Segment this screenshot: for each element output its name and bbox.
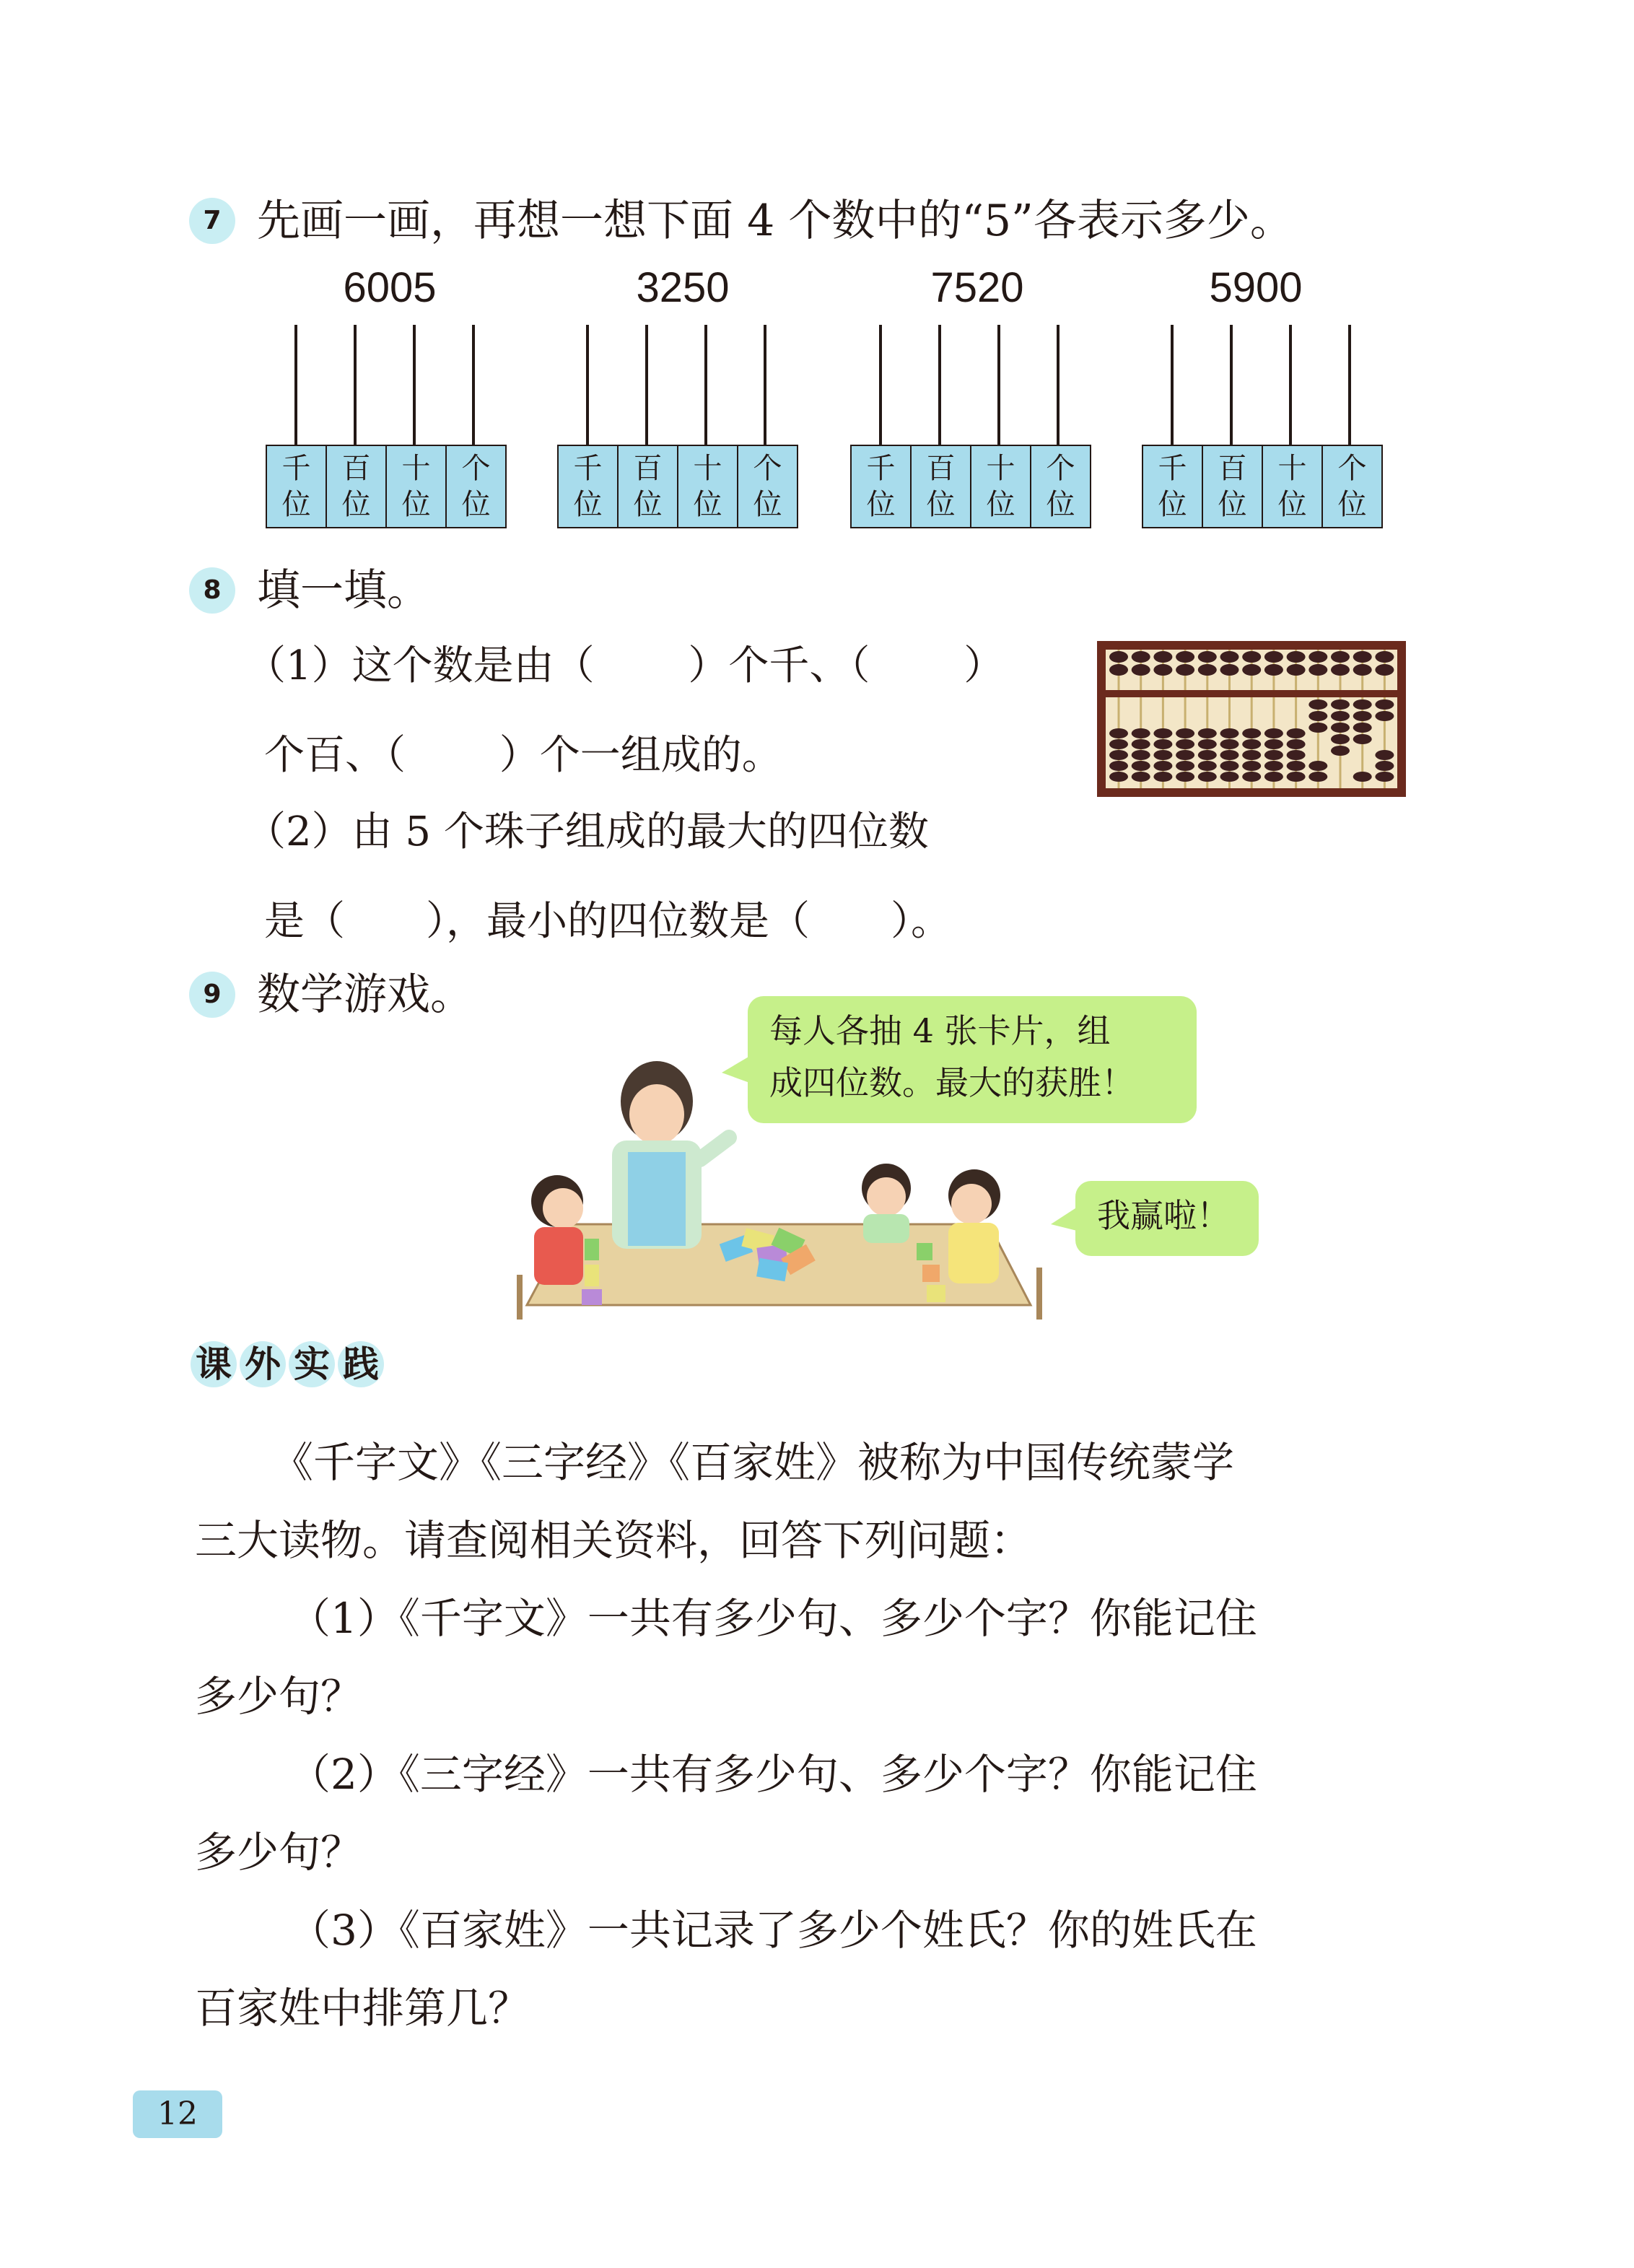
abacus-bead — [1109, 750, 1128, 760]
abacus-illustration — [1097, 641, 1406, 797]
abacus-bead — [1198, 651, 1217, 663]
question-8-part-2-line-2: 是（ ），最小的四位数是（ ）。 — [264, 898, 951, 945]
abacus-bead — [1109, 664, 1128, 676]
abacus-bead — [1109, 739, 1128, 749]
abacus-bead — [1198, 664, 1217, 676]
section-question-2-line: 多少句？ — [195, 1828, 363, 1877]
abacus-bead — [1220, 728, 1239, 738]
abacus-bead — [1264, 651, 1283, 663]
section-title-badge — [191, 1341, 387, 1397]
question-8-part-2-line-1: （2）由 5 个珠子组成的最大的四位数 — [245, 808, 929, 855]
section-question-3-line: （3）《百家姓》一共记录了多少个姓氏？你的姓氏在 — [289, 1906, 1257, 1955]
teacher-figure — [612, 1061, 729, 1249]
question-number-7: 7 — [189, 198, 235, 244]
abacus-bead — [1176, 739, 1194, 749]
abacus-bead — [1132, 664, 1150, 676]
abacus-bead — [1132, 750, 1150, 760]
section-question-2-line: （2）《三字经》一共有多少句、多少个字？你能记住 — [289, 1750, 1257, 1799]
abacus-bead — [1132, 761, 1150, 771]
abacus-bead — [1331, 651, 1350, 663]
abacus-bead — [1132, 739, 1150, 749]
abacus-bead — [1353, 734, 1372, 744]
abacus-bead — [1132, 772, 1150, 782]
math-game-illustration — [512, 1051, 1061, 1320]
section-title-char: 践 — [338, 1341, 384, 1387]
abacus-bead — [1153, 728, 1172, 738]
abacus-bead — [1198, 750, 1217, 760]
abacus-bead — [1331, 664, 1350, 676]
abacus-bead — [1198, 728, 1217, 738]
place-cell-ones: 个 位 — [461, 452, 491, 521]
abacus-bead — [1287, 739, 1306, 749]
abacus-bead — [1287, 772, 1306, 782]
abacus-bead — [1375, 699, 1394, 710]
abacus-bead — [1264, 728, 1283, 738]
abacus-bead — [1375, 711, 1394, 721]
section-paragraph-line: 三大读物。请查阅相关资料，回答下列问题： — [195, 1516, 1033, 1565]
question-7-title: 先画一画，再想一想下面 4 个数中的“5”各表示多少。 — [257, 196, 1293, 246]
child-right-figure — [948, 1169, 1000, 1283]
question-9-title: 数学游戏。 — [257, 969, 473, 1020]
section-title-char: 实 — [289, 1341, 335, 1387]
abacus-bead — [1353, 699, 1372, 710]
place-cell-thousands: 千 位 — [852, 446, 912, 527]
abacus-bead — [1264, 772, 1283, 782]
abacus-bead — [1176, 772, 1194, 782]
abacus-bead — [1331, 734, 1350, 744]
abacus-bead — [1375, 651, 1394, 663]
abacus-bead — [1220, 651, 1239, 663]
place-cell-ones: 个 位 — [1046, 452, 1075, 521]
abacus-bead — [1153, 664, 1172, 676]
abacus-bead — [1308, 772, 1327, 782]
child-center-figure — [862, 1164, 911, 1243]
abacus-bead — [1242, 761, 1261, 771]
abacus-bead — [1264, 761, 1283, 771]
abacus-beam — [1106, 690, 1397, 697]
abacus-bead — [1109, 728, 1128, 738]
child-left-figure — [531, 1175, 583, 1285]
abacus-bead — [1176, 761, 1194, 771]
abacus-bead — [1220, 739, 1239, 749]
abacus-bead — [1220, 772, 1239, 782]
number-label: 5900 — [1209, 264, 1303, 311]
bubble-line: 我赢啦！ — [1097, 1196, 1230, 1235]
abacus-bead — [1242, 664, 1261, 676]
abacus-bead — [1176, 750, 1194, 760]
abacus-bead — [1153, 750, 1172, 760]
section-title-char: 课 — [191, 1341, 237, 1387]
abacus-bead — [1308, 699, 1327, 710]
place-cell-ones: 个 位 — [753, 452, 782, 521]
bubble-line: 每人各抽 4 张卡片，组 — [769, 1011, 1111, 1050]
abacus-bead — [1176, 728, 1194, 738]
abacus-bead — [1220, 664, 1239, 676]
abacus-bead — [1176, 664, 1194, 676]
abacus-bead — [1308, 723, 1327, 733]
section-title-char: 外 — [240, 1341, 286, 1387]
abacus-bead — [1287, 761, 1306, 771]
abacus-bead — [1242, 772, 1261, 782]
abacus-bead — [1132, 728, 1150, 738]
abacus-bead — [1287, 651, 1306, 663]
abacus-bead — [1153, 739, 1172, 749]
abacus-bead — [1242, 739, 1261, 749]
number-label: 7520 — [930, 264, 1024, 311]
abacus-bead — [1375, 772, 1394, 782]
abacus-bead — [1109, 772, 1128, 782]
abacus-bead — [1353, 651, 1372, 663]
abacus-bead — [1198, 772, 1217, 782]
abacus-bead — [1242, 750, 1261, 760]
abacus-bead — [1375, 664, 1394, 676]
abacus-bead — [1153, 651, 1172, 663]
question-number-9: 9 — [189, 972, 235, 1018]
abacus-bead — [1220, 761, 1239, 771]
abacus-bead — [1308, 711, 1327, 721]
student-speech-bubble — [1075, 1181, 1259, 1256]
abacus-bead — [1109, 651, 1128, 663]
place-cell-tens: 十 位 — [971, 446, 1031, 527]
question-8-part-1-line-2: 个百、（ ）个一组成的。 — [264, 732, 782, 779]
abacus-bead — [1308, 651, 1327, 663]
section-question-3-line: 百家姓中排第几？ — [195, 1984, 530, 2033]
section-question-1-line: （1）《千字文》一共有多少句、多少个字？你能记住 — [289, 1594, 1257, 1643]
place-cell-tens: 十 位 — [1263, 446, 1323, 527]
abacus-bead — [1375, 761, 1394, 771]
abacus-bead — [1264, 750, 1283, 760]
section-paragraph-line: 《千字文》《三字经》《百家姓》被称为中国传统蒙学 — [271, 1438, 1235, 1487]
abacus-bead — [1153, 772, 1172, 782]
place-cell-hundreds: 百 位 — [912, 446, 971, 527]
abacus-bead — [1375, 750, 1394, 760]
abacus-bead — [1353, 711, 1372, 721]
abacus-bead — [1176, 651, 1194, 663]
place-cell-hundreds: 百 位 — [327, 446, 387, 527]
abacus-bead — [1331, 746, 1350, 756]
place-cell-thousands: 千 位 — [267, 446, 327, 527]
place-cell-tens: 十 位 — [678, 446, 738, 527]
abacus-bead — [1198, 739, 1217, 749]
place-cell-thousands: 千 位 — [1143, 446, 1203, 527]
abacus-bead — [1242, 651, 1261, 663]
section-question-1-line: 多少句？ — [195, 1672, 363, 1721]
page-number: 12 — [133, 2090, 222, 2138]
place-cell-hundreds: 百 位 — [619, 446, 678, 527]
abacus-bead — [1264, 664, 1283, 676]
abacus-bead — [1132, 651, 1150, 663]
bubble-line: 成四位数。最大的获胜！ — [769, 1063, 1135, 1102]
abacus-bead — [1353, 664, 1372, 676]
abacus-bead — [1308, 664, 1327, 676]
abacus-bead — [1287, 750, 1306, 760]
number-label: 6005 — [343, 264, 437, 311]
place-cell-ones: 个 位 — [1337, 452, 1367, 521]
abacus-bead — [1353, 772, 1372, 782]
question-8-title: 填一填。 — [257, 565, 430, 616]
place-cell-hundreds: 百 位 — [1203, 446, 1263, 527]
place-cell-tens: 十 位 — [387, 446, 447, 527]
number-label: 3250 — [636, 264, 730, 311]
abacus-bead — [1264, 739, 1283, 749]
question-number-8: 8 — [189, 567, 235, 614]
abacus-bead — [1353, 723, 1372, 733]
abacus-bead — [1331, 711, 1350, 721]
abacus-bead — [1242, 728, 1261, 738]
abacus-bead — [1331, 699, 1350, 710]
abacus-bead — [1109, 761, 1128, 771]
place-cell-thousands: 千 位 — [559, 446, 619, 527]
abacus-bead — [1220, 750, 1239, 760]
question-8-part-1-line-1: （1）这个数是由（ ）个千、（ ） — [245, 642, 1005, 689]
abacus-bead — [1308, 761, 1327, 771]
abacus-bead — [1198, 761, 1217, 771]
abacus-bead — [1331, 723, 1350, 733]
abacus-bead — [1287, 664, 1306, 676]
abacus-bead — [1153, 761, 1172, 771]
abacus-bead — [1287, 728, 1306, 738]
